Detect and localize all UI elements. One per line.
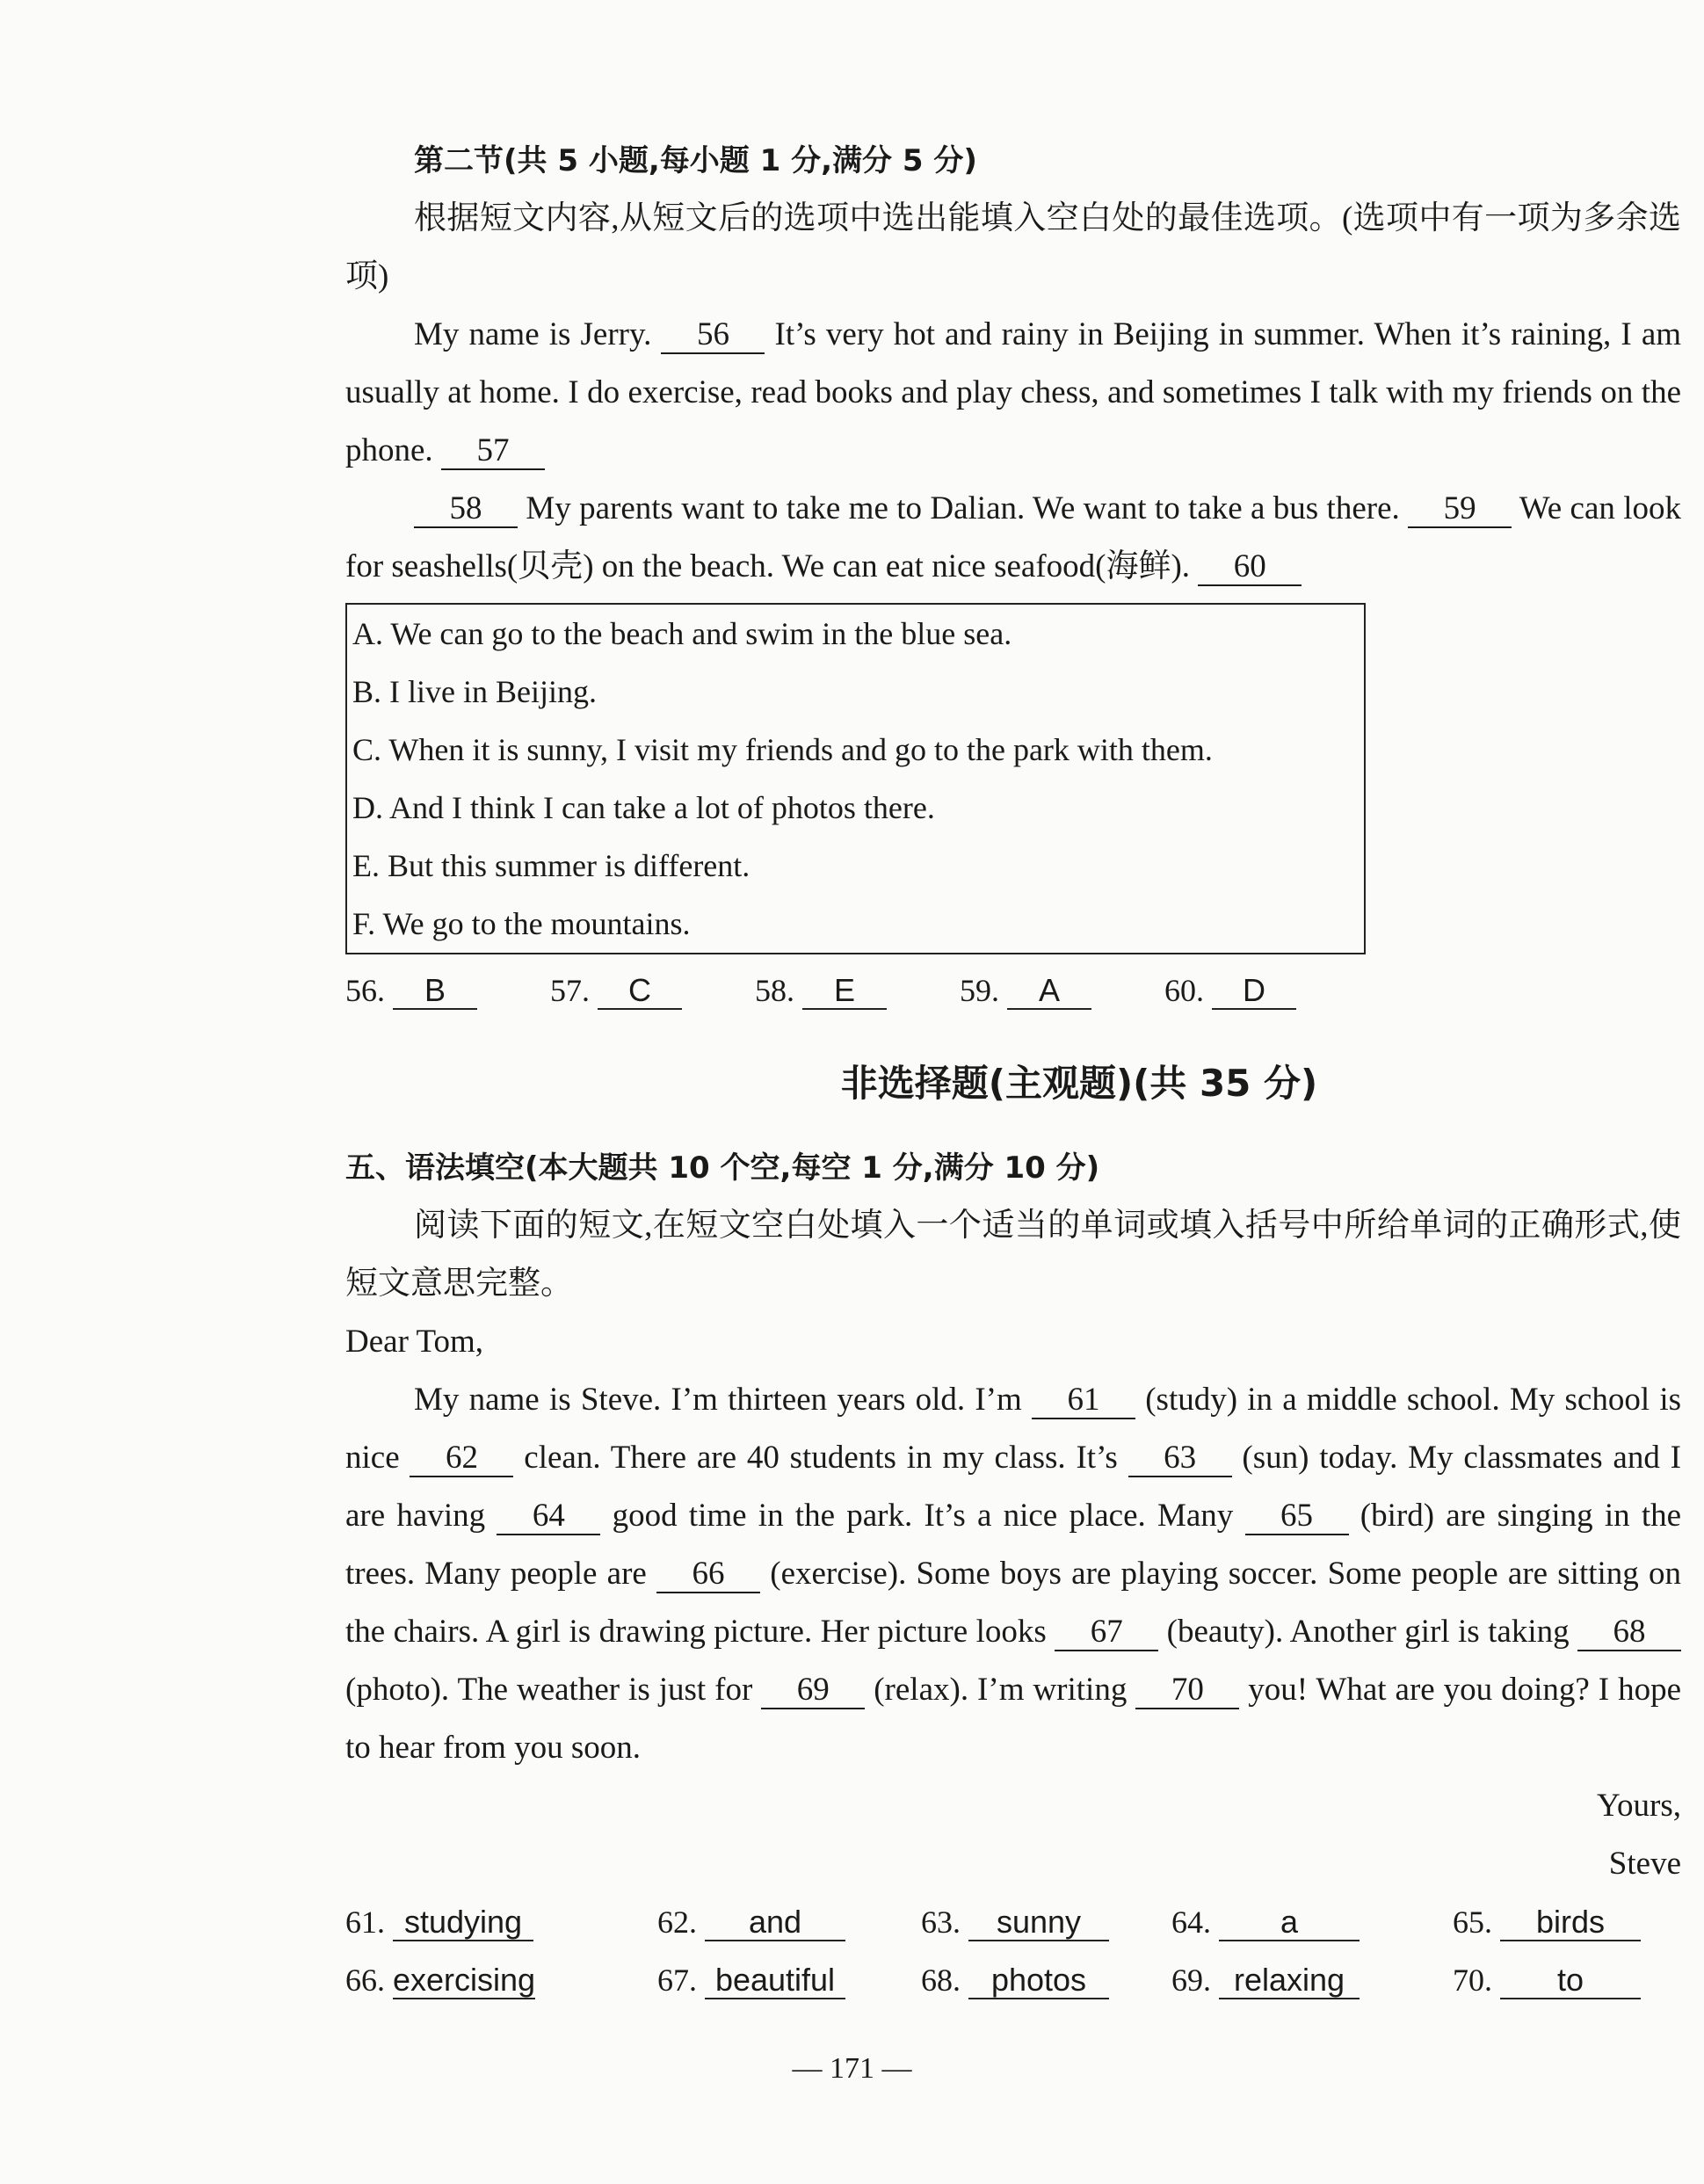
letter-text: (study) in a middle school. My school is nice	[345, 1382, 1682, 1476]
answer-item	[1453, 1951, 1681, 2009]
answer-item	[921, 1893, 1171, 1951]
letter-closing: Yours,	[1597, 1788, 1681, 1824]
letter-text: good time in the park. It’s a nice place. Many	[612, 1498, 1234, 1534]
option-item: B. I live in Beijing.	[352, 674, 597, 709]
answer-item	[755, 961, 960, 1019]
answer-value: B	[393, 973, 477, 1010]
section5-title: 五、语法填空(本大题共 10 个空,每空 1 分,满分 10 分)	[345, 1150, 1100, 1186]
answer-value: relaxing	[1219, 1963, 1360, 1999]
page-content	[345, 132, 1681, 2009]
letter-text: (beauty). Another girl is taking	[1166, 1614, 1570, 1650]
options-box	[345, 603, 1366, 954]
option-item: E. But this summer is different.	[352, 848, 750, 883]
answer-value: and	[705, 1905, 845, 1941]
answer-value: C	[598, 973, 682, 1010]
letter-body	[345, 1371, 1681, 1777]
answer-number: 57.	[550, 973, 590, 1008]
blank-63: 63	[1128, 1440, 1232, 1477]
answer-number: 61.	[345, 1905, 385, 1940]
answer-item	[550, 961, 755, 1019]
answer-item	[960, 961, 1164, 1019]
section5-instruction: 阅读下面的短文,在短文空白处填入一个适当的单词或填入括号中所给单词的正确形式,使短文意思完整。	[345, 1208, 1681, 1302]
option-item: F. We go to the mountains.	[352, 906, 691, 941]
answer-value: A	[1007, 973, 1091, 1010]
answer-value: birds	[1500, 1905, 1641, 1941]
answer-number: 67.	[657, 1963, 697, 1998]
letter-text: (bird) are singing in the trees. Many people are	[345, 1498, 1682, 1592]
answer-number: 65.	[1453, 1905, 1492, 1940]
option-item: D. And I think I can take a lot of photos there.	[352, 790, 935, 825]
answer-item	[345, 1951, 657, 2009]
blank-60: 60	[1198, 549, 1302, 586]
answer-number: 62.	[657, 1905, 697, 1940]
passage-paragraph-1	[345, 306, 1681, 480]
answer-value: photos	[968, 1963, 1109, 1999]
passage-text: It’s very hot and rainy in Beijing in summer. When it’s raining, I am usually at home. I do exercise, read books and play chess, and sometimes I talk with my friends on the phone.	[345, 316, 1682, 468]
blank-59: 59	[1408, 491, 1512, 528]
option-item: C. When it is sunny, I visit my friends and go to the park with them.	[352, 732, 1213, 767]
letter-text: (relax). I’m writing	[874, 1672, 1128, 1708]
answer-item	[657, 1893, 921, 1951]
letter-text: clean. There are 40 students in my class. It’s	[524, 1440, 1118, 1476]
blank-65: 65	[1245, 1498, 1349, 1535]
blank-70: 70	[1135, 1672, 1239, 1709]
answer-item	[1453, 1893, 1681, 1951]
answer-item	[657, 1951, 921, 2009]
answer-number: 58.	[755, 973, 794, 1008]
answer-number: 70.	[1453, 1963, 1492, 1998]
answer-number: 59.	[960, 973, 999, 1008]
answer-item	[345, 961, 550, 1019]
section2-instruction: 根据短文内容,从短文后的选项中选出能填入空白处的最佳选项。(选项中有一项为多余选项)	[345, 200, 1681, 294]
answer-value: D	[1212, 973, 1296, 1010]
letter-signature: Steve	[1608, 1846, 1681, 1882]
page-number: — 171 —	[792, 2052, 912, 2085]
answer-item	[1171, 1893, 1453, 1951]
letter-greeting: Dear Tom,	[345, 1324, 484, 1360]
section2-title: 第二节(共 5 小题,每小题 1 分,满分 5 分)	[414, 143, 977, 178]
letter-text: (sun) today. My classmates and I are having	[345, 1440, 1681, 1534]
answer-number: 69.	[1171, 1963, 1211, 1998]
section2-answers	[345, 961, 1681, 1019]
passage-text: My name is Jerry.	[414, 316, 652, 352]
answer-value: a	[1219, 1905, 1360, 1941]
answer-item	[345, 1893, 657, 1951]
blank-61: 61	[1032, 1382, 1135, 1419]
answer-value: studying	[393, 1905, 533, 1941]
passage-paragraph-2	[345, 480, 1681, 596]
answer-number: 64.	[1171, 1905, 1211, 1940]
blank-62: 62	[410, 1440, 513, 1477]
letter-text: My name is Steve. I’m thirteen years old. I’m	[414, 1382, 1022, 1418]
blank-66: 66	[656, 1556, 760, 1593]
part-title: 非选择题(主观题)(共 35 分)	[840, 1062, 1318, 1105]
letter-text: you! What are you doing? I hope to hear from you soon.	[345, 1672, 1682, 1766]
answer-value: E	[802, 973, 887, 1010]
answer-value: beautiful	[705, 1963, 845, 1999]
option-item: A. We can go to the beach and swim in the blue sea.	[352, 616, 1012, 651]
blank-57: 57	[441, 433, 545, 470]
answer-number: 63.	[921, 1905, 961, 1940]
letter-text: (exercise). Some boys are playing soccer. Some people are sitting on the chairs. A girl is drawing picture. Her picture looks	[345, 1556, 1682, 1650]
blank-68: 68	[1577, 1614, 1681, 1651]
answer-number: 56.	[345, 973, 385, 1008]
letter-text: (photo). The weather is just for	[345, 1672, 753, 1708]
answer-value: to	[1500, 1963, 1641, 1999]
answer-value: sunny	[968, 1905, 1109, 1941]
answer-item	[1171, 1951, 1453, 2009]
passage-text: My parents want to take me to Dalian. We want to take a bus there.	[526, 490, 1400, 526]
blank-64: 64	[497, 1498, 600, 1535]
answer-item	[1164, 961, 1369, 1019]
answer-value: exercising	[393, 1962, 536, 1998]
blank-67: 67	[1055, 1614, 1158, 1651]
answer-number: 68.	[921, 1963, 961, 1998]
blank-58: 58	[414, 491, 518, 528]
blank-69: 69	[761, 1672, 865, 1709]
answer-number: 60.	[1164, 973, 1204, 1008]
answer-item	[921, 1951, 1171, 2009]
passage-text: We can look for seashells(贝壳) on the beach. We can eat nice seafood(海鲜).	[345, 490, 1682, 584]
blank-56: 56	[661, 317, 765, 354]
section5-answers	[345, 1893, 1681, 2009]
answer-number: 66.	[345, 1963, 385, 1998]
